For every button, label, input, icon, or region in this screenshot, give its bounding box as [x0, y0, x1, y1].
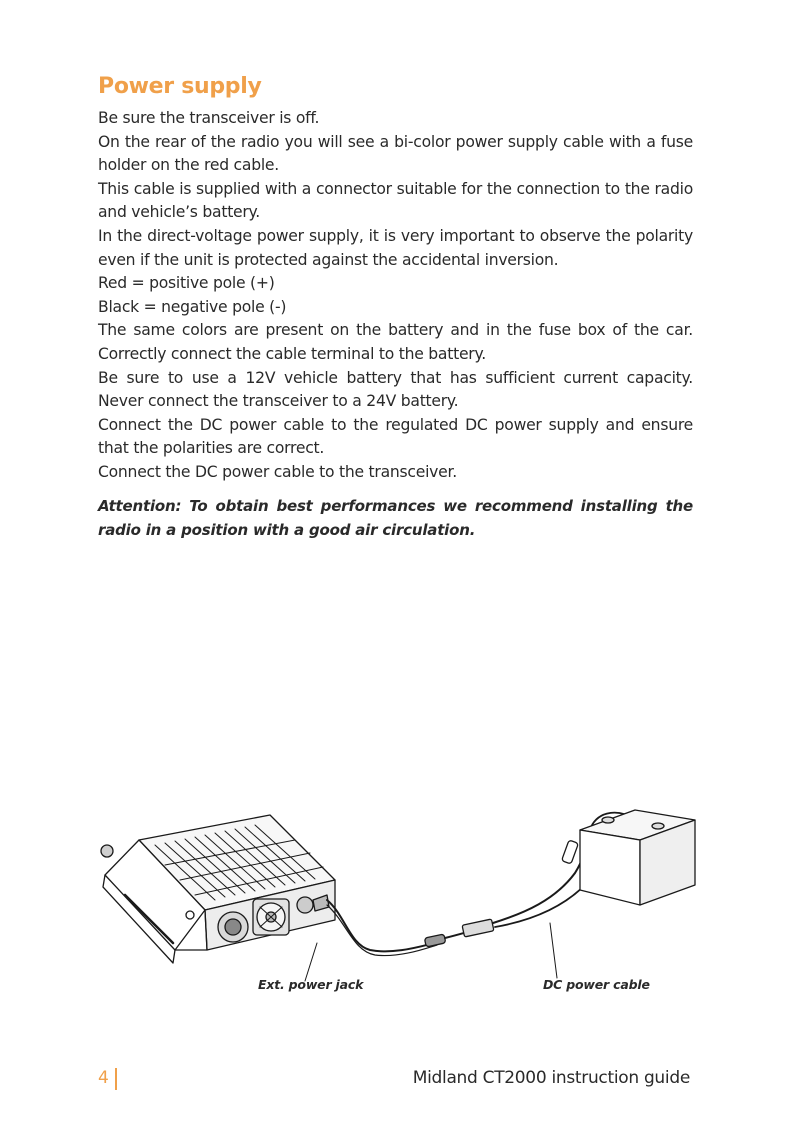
paragraph: Red = positive pole (+): [98, 274, 275, 293]
section-title: Power supply: [98, 74, 262, 99]
paragraph: Black = negative pole (-): [98, 297, 287, 316]
car-battery: [580, 810, 695, 905]
footer-separator: [115, 1068, 117, 1090]
guide-title: Midland CT2000 instruction guide: [412, 1068, 690, 1088]
page-number: 4: [98, 1068, 109, 1088]
dc-power-cable-label: DC power cable: [543, 977, 650, 992]
paragraph: Be sure to use a 12V vehicle battery that has sufficient current capacity. Never connect the transceiver to a 24V battery.: [98, 368, 693, 411]
ext-power-jack-label: Ext. power jack: [258, 977, 364, 992]
paragraph: In the direct-voltage power supply, it is very important to observe the polarity even if the unit is protected against the accidental inversion.: [98, 226, 693, 269]
attention-note: Attention: To obtain best performances we recommend installing the radio in a position with a good air circulation.: [98, 497, 693, 539]
paragraph: The same colors are present on the battery and in the fuse box of the car. Correctly connect the cable terminal to the battery.: [98, 321, 693, 363]
paragraph: Connect the DC power cable to the regulated DC power supply and ensure that the polarities are correct.: [98, 415, 693, 458]
paragraph: Connect the DC power cable to the transceiver.: [98, 462, 457, 481]
paragraph: On the rear of the radio you will see a bi-color power supply cable with a fuse holder on the red cable.: [98, 132, 693, 175]
body-text: [98, 107, 693, 485]
radio-transceiver: [101, 815, 335, 963]
power-connection-illustration: [95, 795, 700, 1005]
paragraph: This cable is supplied with a connector suitable for the connection to the radio and vehicle’s battery.: [98, 179, 693, 222]
paragraph: Be sure the transceiver is off.: [98, 109, 320, 127]
